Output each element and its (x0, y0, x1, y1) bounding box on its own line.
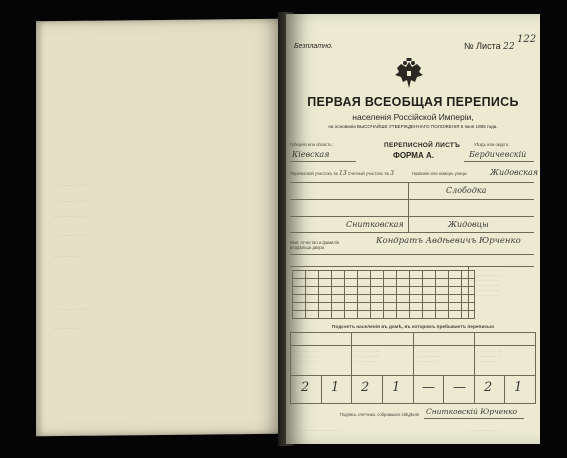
signature-label: Подпись счетчика, собравшаго свѣдѣнія (340, 412, 419, 417)
tally-table (290, 332, 536, 404)
census-subtitle: населенія Россійской Имперіи, (352, 112, 474, 122)
dwelling-grid (292, 270, 475, 319)
tally-value: 2 (484, 380, 493, 395)
census-title: ПЕРВАЯ ВСЕОБЩАЯ ПЕРЕПИСЬ (307, 95, 519, 109)
divider (321, 375, 322, 403)
owner-value: Кондратъ Авдѣевичъ Юрченко (376, 236, 521, 246)
district-value: 13 (339, 170, 347, 177)
sheet-number-value: 22 (503, 42, 515, 52)
faint-mark: · · · · · · · · · · · (54, 198, 88, 206)
corner-number: 122 (517, 34, 537, 45)
divider (504, 375, 505, 403)
sheet-number-label (464, 41, 515, 52)
people-value: Жидовцы (448, 220, 489, 229)
tally-fineprint: · · · · · · · · · · · · · · · · · · · · · · · · · · · · · (294, 349, 319, 364)
divider (290, 254, 534, 255)
divider (443, 375, 444, 403)
tally-fineprint: · · · · · · · · · · · · · · · · · · · · · · · · · · · · · (416, 349, 441, 364)
village-value: Слободка (446, 186, 487, 195)
tally-value: — (453, 380, 466, 395)
province-value: Кіевская (292, 150, 330, 159)
form-name: ФОРМА А. (393, 151, 434, 160)
divider (291, 375, 535, 376)
district-label-text: Переписной участокъ № (290, 171, 338, 176)
divider (408, 182, 409, 232)
faint-mark: · · · · · · · · · · · (54, 306, 88, 314)
printer-fineprint: · · · · · · · · · · · · · · · · · · (296, 428, 341, 433)
counting-value: 3 (390, 170, 394, 177)
district-label (290, 171, 394, 176)
divider (413, 333, 414, 403)
divider (290, 216, 534, 217)
divider (290, 182, 534, 183)
census-decree-line: на основаніи ВЫСОЧАЙШЕ УТВЕРЖДЕННАГО ПОЛОЖЕНІЯ 5 Іюня 1895 года. (328, 124, 498, 129)
divider (290, 199, 534, 200)
town-label: Названіе или номеръ улицы (412, 171, 467, 176)
notes-box (468, 266, 535, 318)
uyezd-value: Бердичевскій (469, 150, 527, 159)
faint-mark: · · · · · · · · · · (54, 213, 85, 221)
notes-box-lines: · · · · · · · · · · · · · · · · · · · · · · · · · · · · · · · · · · · · · · · · · · · · · · · · · · · · · · · · · · · · · · · · · · · · · · · · (471, 268, 501, 298)
sheet-title: ПЕРЕПИСНОЙ ЛИСТЪ (384, 142, 461, 149)
divider (291, 345, 535, 346)
signature-value: Снитковскій Юрченко (426, 407, 518, 416)
faint-mark: · · · · · · · · (54, 325, 78, 333)
double-headed-eagle-icon (393, 58, 425, 92)
faint-mark: · · · · · · · · · · · (54, 232, 88, 240)
free-label: Безплатно. (294, 43, 333, 50)
tally-fineprint: · · · · · · · · · · · · · · · · · · · · · · · · · · · · · (477, 349, 502, 364)
town-value: Жидовская (490, 168, 539, 177)
uyezd-label: Уѣздъ или округъ: (474, 142, 510, 147)
counting-label-text: Счетный участокъ № (347, 171, 389, 176)
left-page (36, 19, 286, 437)
tally-value: 1 (392, 380, 401, 395)
divider (290, 232, 534, 233)
divider (351, 333, 352, 403)
sheet-number-text: № Листа (464, 41, 501, 51)
printer-fineprint: · · · · · · · · · · · (471, 428, 498, 433)
divider (424, 418, 524, 419)
tally-value: 2 (361, 380, 370, 395)
divider (464, 161, 534, 162)
tally-value: — (422, 380, 435, 395)
open-census-book (30, 12, 540, 444)
faint-mark: · · · · · · · · · (54, 253, 82, 261)
faint-mark: · · · · · · · · · · · (54, 182, 88, 190)
tally-fineprint: · · · · · · · · · · · · · · · · · · · · · · · · · · · · · (355, 349, 380, 364)
tally-value: 1 (514, 380, 523, 395)
place-value: Снитковская (346, 220, 404, 229)
owner-label: Имя, отчество и фамилія владѣльца двора (290, 240, 339, 250)
divider (382, 375, 383, 403)
divider (474, 333, 475, 403)
tally-value: 1 (331, 380, 340, 395)
tally-value: 2 (301, 380, 310, 395)
province-label: Губернія или область: (290, 142, 333, 147)
census-form-page (286, 14, 540, 444)
tally-heading: Подсчетъ населенія въ домѣ, въ которомъ пребываетъ переписью (331, 325, 495, 330)
divider (290, 161, 356, 162)
